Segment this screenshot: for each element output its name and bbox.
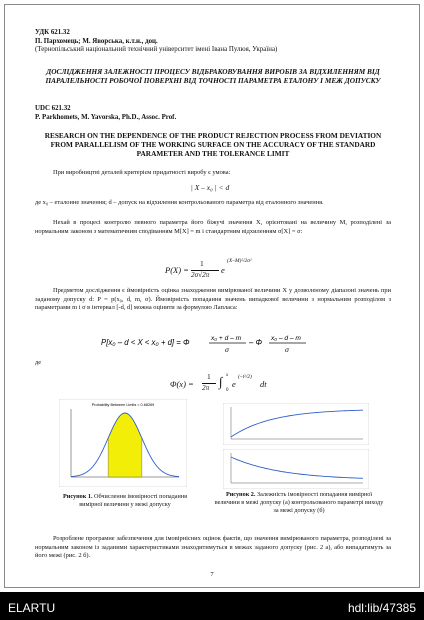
phi-den: 2π <box>202 384 210 392</box>
laplace-num1: x₀ + d – m <box>211 335 242 342</box>
paragraph-1: При виробництві деталей критерієм придатності виробу є умова: <box>53 169 231 176</box>
fig1-caption-label: Рисунок 1. <box>62 493 93 500</box>
page-number: 7 <box>210 571 214 578</box>
fig1-title: Probability Between Limits = 0.68269 <box>91 403 155 407</box>
laplace-den1: σ <box>225 347 229 354</box>
figure-2a-plot <box>223 403 369 445</box>
laplace-den2: σ <box>285 347 289 354</box>
phi-exp: (–t²/2) <box>238 374 252 380</box>
header-en <box>35 105 391 122</box>
header-ua <box>35 29 391 55</box>
phi-formula <box>170 371 280 397</box>
normal-density-formula <box>165 257 275 283</box>
fraction-num: 1 <box>200 259 204 268</box>
paragraph-2: де x₀ – еталонне значення; d – допуск на відхилення контрольованого параметра від еталонного значення. <box>35 199 324 206</box>
udc-code: UDC 621.32 <box>35 105 71 112</box>
affiliation-ua: (Тернопільський національний технічний університет імені Івана Пулюя, Україна) <box>35 46 278 54</box>
fig2a-frame <box>223 403 369 445</box>
footer-left: ELARTU <box>8 601 56 615</box>
phi-lhs: Φ(x) = <box>170 379 194 389</box>
udk-code: УДК 621.32 <box>35 29 70 36</box>
laplace-lhs: P[x₀ – d < X < x₀ + d] = Φ <box>101 338 190 347</box>
phi-num: 1 <box>207 372 211 381</box>
figure-1-plot <box>59 399 187 487</box>
px-lhs: P(X) = <box>165 265 189 275</box>
page <box>4 4 420 588</box>
figure-2-caption <box>213 491 385 514</box>
fig2-caption-text: Залежність імовірності попадання вимірної величини в межі допуску (а) контрольованого параметрі виходу за межі допуску (б) <box>214 491 384 514</box>
figure-2b-plot <box>223 449 369 489</box>
condition-formula: | X – x₀ | < d <box>190 183 230 192</box>
title-en: RESEARCH ON THE DEPENDENCE OF THE PRODUCT REJECTION PROCESS FROM DEVIATION FROM PARALLELISM OF THE WORKING SURFACE ON THE ACCURACY OF THE STANDARD PARAMETER AND THE TOLERANCE LIMIT <box>44 131 382 158</box>
exp-base: e <box>221 265 225 275</box>
laplace-num2: x₀ – d – m <box>271 335 301 342</box>
paragraph-3: Нехай в процесі контролю певного параметра його біжучі значення X, орієнтовані на величину M, розподілені за нормальним законом з математичним сподіванням M[X] = m і стандартним відхиленням σ[X] = σ: <box>35 219 391 235</box>
paragraph-4: Предметом дослідження є ймовірність оцінка знаходження вимірюваної величини X у дозволеному діапазоні значень при заданому допуску d: P = p(x₀, d, m, σ). Ймовірність попадання значень випадкової величини з нормальним розподілом з параметрами m і σ в інтервал [-d, d] можна оцінити за формулою Лапласа: <box>35 287 391 312</box>
laplace-svg <box>101 332 341 356</box>
phi-integrand: e <box>232 379 236 389</box>
footer-right: hdl:lib/47385 <box>347 601 416 615</box>
fraction-den: 2σ√2π <box>191 271 210 279</box>
authors-en: P. Parkhomets, M. Yavorska, Ph.D., Assoc. Prof. <box>35 113 177 121</box>
integral-sign: ∫ <box>219 374 223 389</box>
title-ua: ДОСЛІДЖЕННЯ ЗАЛЕЖНОСТІ ПРОЦЕСУ ВІДБРАКОВУВАННЯ ВИРОБІВ ЗА ВІДХИЛЕННЯМ ВІД ПАРАЛЕЛЬНОСТІ РОБОЧОЇ ПОВЕРХНІ ВІД ТОЧНОСТІ ПАРАМЕТРА ЕТАЛОНУ І МЕЖ ДОПУСКУ <box>45 67 381 85</box>
exp-power: (X–M)²/2σ² <box>227 258 252 264</box>
integral-lower: 0 <box>226 388 229 393</box>
authors-ua: П. Пархомець; М. Яворська, к.т.н., доц. <box>35 37 158 45</box>
phi-dt: dt <box>260 379 267 389</box>
fig2-caption-label: Рисунок 2. <box>225 491 256 498</box>
where-label: де <box>35 359 42 366</box>
laplace-formula <box>101 332 341 356</box>
paragraph-5: Розроблене програмне забезпечення для імовірнісних оцінок фактів, що значення вимірюваного параметра, розподілені за нормальним законом із заданими характеристиками знаходитимуться в межах заданого допуску (рис. 2 а), або випадатимуть за його межі (рис. 2 б). <box>35 535 391 560</box>
fig1-caption-text: Обчислення імовірності попадання вимірної величини у межі допуску <box>79 493 188 508</box>
integral-upper: x <box>226 373 229 378</box>
repository-footer <box>0 592 424 620</box>
figure-1-caption <box>55 493 195 509</box>
laplace-mid: – Φ <box>249 338 263 347</box>
